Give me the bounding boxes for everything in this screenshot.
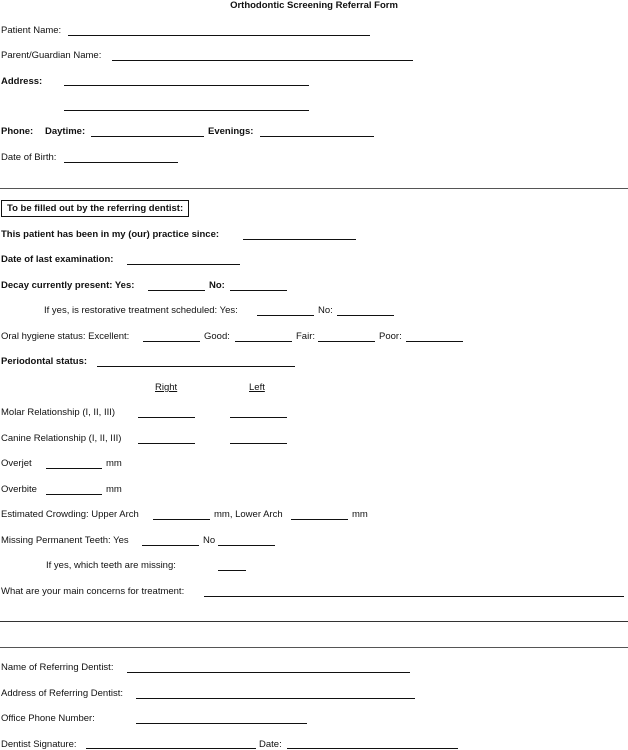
missing-yes-field[interactable] — [142, 545, 199, 546]
office-phone-label: Office Phone Number: — [1, 713, 95, 724]
crowding-label: Estimated Crowding: Upper Arch — [1, 509, 139, 520]
overbite-unit: mm — [106, 484, 122, 495]
section-divider — [0, 188, 628, 189]
signature-label: Dentist Signature: — [1, 739, 77, 750]
molar-label: Molar Relationship (I, II, III) — [1, 407, 116, 418]
referring-dentist-address-field[interactable] — [136, 698, 415, 699]
hygiene-poor-field[interactable] — [406, 341, 463, 342]
overjet-label: Overjet — [1, 458, 32, 469]
crowding-lower-label: mm, Lower Arch — [214, 509, 283, 520]
decay-no-label: No: — [209, 280, 225, 291]
address-field-line-1[interactable] — [64, 85, 309, 86]
referring-dentist-address-label: Address of Referring Dentist: — [1, 688, 123, 699]
overbite-label: Overbite — [1, 484, 37, 495]
evenings-label: Evenings: — [208, 126, 254, 137]
practice-since-label: This patient has been in my (our) practice since: — [1, 229, 220, 240]
hygiene-good-field[interactable] — [235, 341, 292, 342]
concerns-extra-line[interactable] — [0, 621, 628, 622]
overbite-field[interactable] — [46, 494, 102, 495]
periodontal-label: Periodontal status: — [1, 356, 88, 367]
oral-hygiene-label: Oral hygiene status: Excellent: — [1, 331, 130, 342]
signature-field[interactable] — [86, 748, 256, 749]
decay-yes-field[interactable] — [148, 290, 205, 291]
concerns-field[interactable] — [204, 596, 624, 597]
hygiene-poor-label: Poor: — [379, 331, 402, 342]
evening-phone-field[interactable] — [260, 136, 374, 137]
decay-label: Decay currently present: Yes: — [1, 280, 135, 291]
missing-teeth-label: Missing Permanent Teeth: Yes — [1, 535, 129, 546]
which-missing-field[interactable] — [218, 570, 246, 571]
restorative-label: If yes, is restorative treatment scheduled: Yes: — [44, 305, 238, 316]
crowding-upper-field[interactable] — [153, 519, 210, 520]
canine-left-field[interactable] — [230, 443, 287, 444]
last-exam-label: Date of last examination: — [1, 254, 114, 265]
dob-field[interactable] — [64, 162, 178, 163]
address-field-line-2[interactable] — [64, 110, 309, 111]
canine-label: Canine Relationship (I, II, III) — [1, 433, 122, 444]
last-exam-field[interactable] — [127, 264, 240, 265]
date-field[interactable] — [287, 748, 458, 749]
dob-label: Date of Birth: — [1, 152, 57, 163]
patient-name-label: Patient Name: — [1, 25, 62, 36]
date-label: Date: — [259, 739, 282, 750]
patient-name-field[interactable] — [68, 35, 370, 36]
hygiene-excellent-field[interactable] — [143, 341, 200, 342]
right-column-header: Right — [155, 382, 178, 393]
molar-left-field[interactable] — [230, 417, 287, 418]
office-phone-field[interactable] — [136, 723, 307, 724]
restorative-yes-field[interactable] — [257, 315, 314, 316]
guardian-name-label: Parent/Guardian Name: — [1, 50, 102, 61]
periodontal-field[interactable] — [97, 366, 295, 367]
hygiene-good-label: Good: — [204, 331, 230, 342]
referring-dentist-name-label: Name of Referring Dentist: — [1, 662, 114, 673]
which-missing-label: If yes, which teeth are missing: — [46, 560, 176, 571]
daytime-phone-field[interactable] — [91, 136, 204, 137]
phone-label: Phone: — [1, 126, 34, 137]
concerns-label: What are your main concerns for treatment: — [1, 586, 185, 597]
restorative-no-field[interactable] — [337, 315, 394, 316]
referring-dentist-name-field[interactable] — [127, 672, 410, 673]
practice-since-field[interactable] — [243, 239, 356, 240]
restorative-no-label: No: — [318, 305, 333, 316]
dentist-section-box: To be filled out by the referring dentist: — [1, 200, 189, 217]
guardian-name-field[interactable] — [112, 60, 413, 61]
decay-no-field[interactable] — [230, 290, 287, 291]
page-title: Orthodontic Screening Referral Form — [230, 0, 398, 11]
hygiene-fair-field[interactable] — [318, 341, 375, 342]
overjet-field[interactable] — [46, 468, 102, 469]
missing-no-field[interactable] — [218, 545, 275, 546]
missing-no-label: No — [203, 535, 216, 546]
crowding-lower-field[interactable] — [291, 519, 348, 520]
canine-right-field[interactable] — [138, 443, 195, 444]
daytime-label: Daytime: — [45, 126, 86, 137]
section-divider-2 — [0, 647, 628, 648]
hygiene-fair-label: Fair: — [296, 331, 315, 342]
address-label: Address: — [1, 76, 43, 87]
overjet-unit: mm — [106, 458, 122, 469]
molar-right-field[interactable] — [138, 417, 195, 418]
crowding-unit: mm — [352, 509, 368, 520]
left-column-header: Left — [249, 382, 265, 393]
